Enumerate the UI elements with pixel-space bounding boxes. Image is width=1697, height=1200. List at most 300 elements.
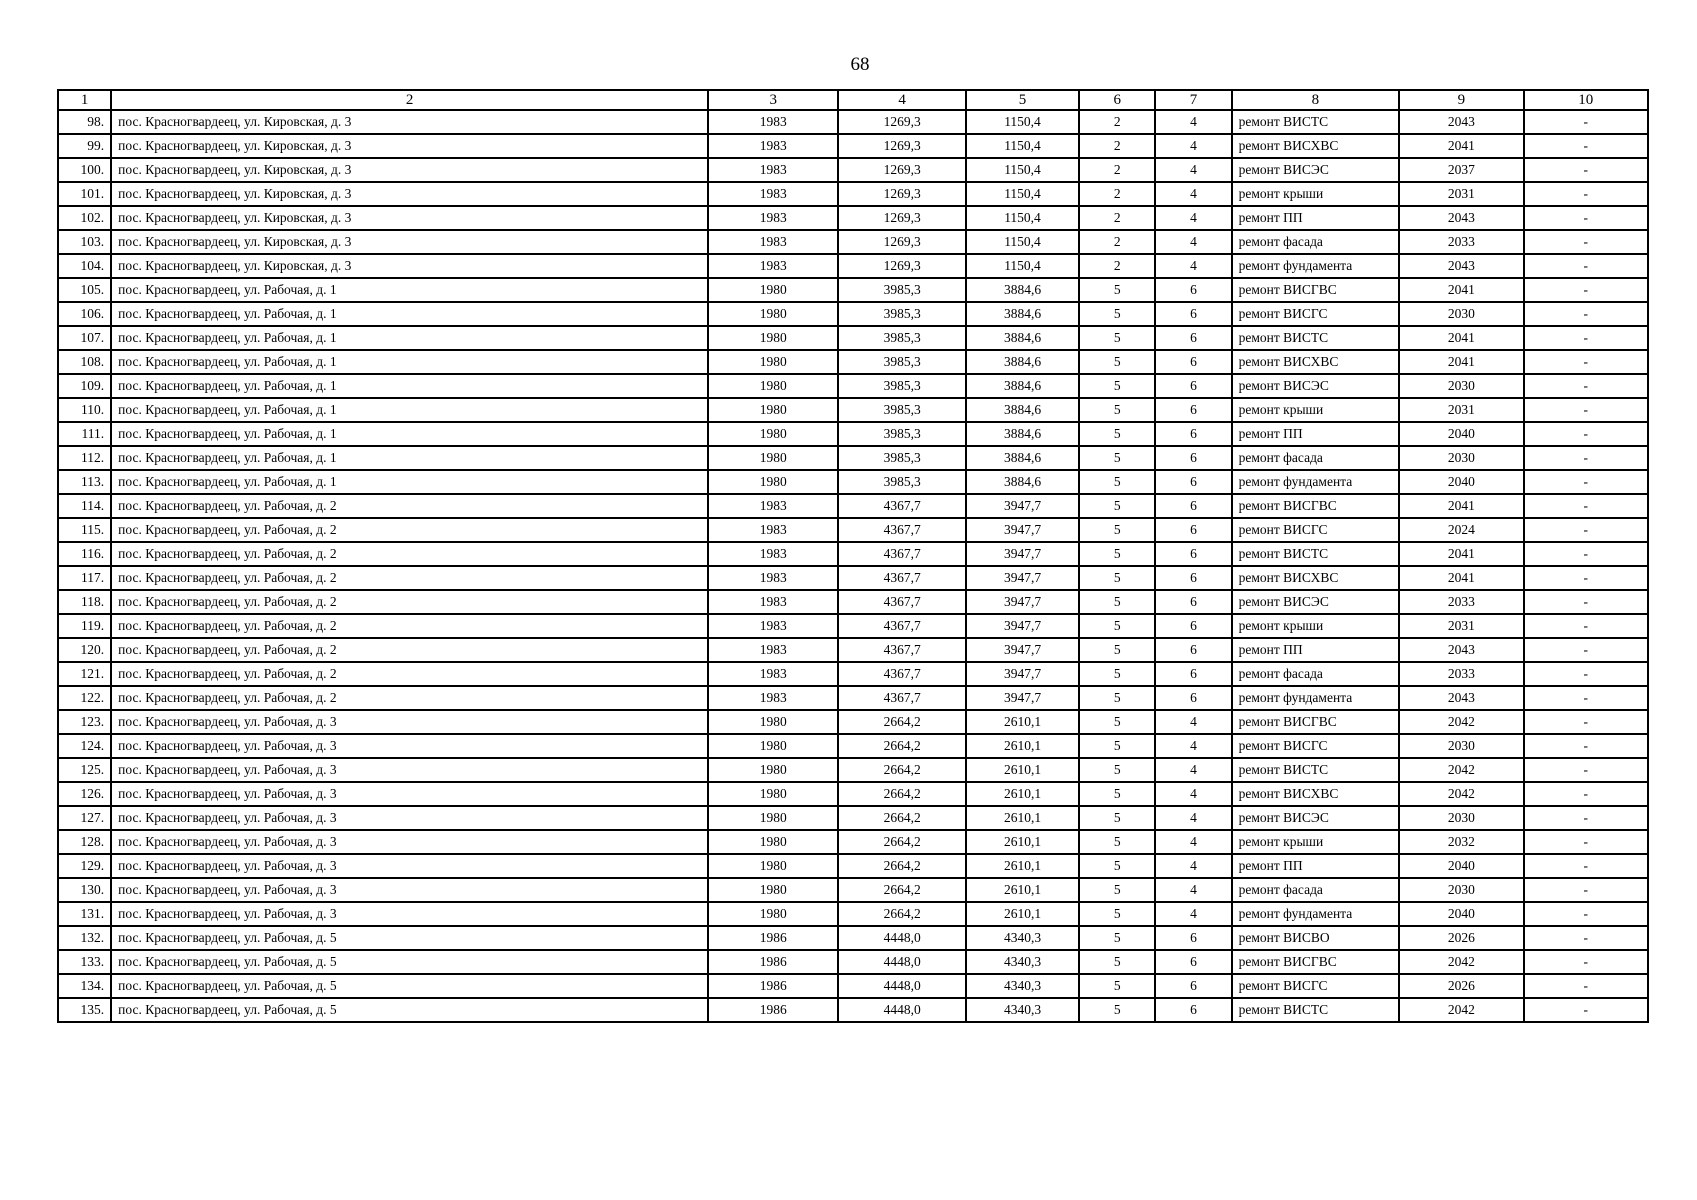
year-built-cell: 1980 [708,422,838,446]
entrances-cell: 6 [1155,278,1231,302]
table-row [58,302,1648,326]
table-row [58,254,1648,278]
note-cell: - [1524,854,1648,878]
floors-cell: 5 [1079,734,1155,758]
work-type-cell: ремонт ПП [1232,422,1400,446]
total-area-cell: 4367,7 [838,542,965,566]
floors-cell: 5 [1079,806,1155,830]
planned-year-cell: 2030 [1399,446,1523,470]
work-type-cell: ремонт ВИСЭС [1232,806,1400,830]
year-built-cell: 1980 [708,854,838,878]
living-area-cell: 3884,6 [966,374,1079,398]
work-type-cell: ремонт крыши [1232,182,1400,206]
note-cell: - [1524,758,1648,782]
living-area-cell: 4340,3 [966,926,1079,950]
row-number-cell: 115. [58,518,111,542]
column-header-3: 3 [708,90,838,110]
planned-year-cell: 2042 [1399,950,1523,974]
work-type-cell: ремонт ВИСГВС [1232,950,1400,974]
row-number-cell: 130. [58,878,111,902]
floors-cell: 5 [1079,326,1155,350]
note-cell: - [1524,110,1648,134]
column-header-10: 10 [1524,90,1648,110]
year-built-cell: 1983 [708,494,838,518]
table-row [58,230,1648,254]
work-type-cell: ремонт ПП [1232,206,1400,230]
floors-cell: 5 [1079,758,1155,782]
address-cell: пос. Красногвардеец, ул. Рабочая, д. 3 [111,758,708,782]
work-type-cell: ремонт ВИСХВС [1232,566,1400,590]
note-cell: - [1524,302,1648,326]
row-number-cell: 108. [58,350,111,374]
address-cell: пос. Красногвардеец, ул. Кировская, д. 3 [111,230,708,254]
column-header-6: 6 [1079,90,1155,110]
row-number-cell: 122. [58,686,111,710]
total-area-cell: 4448,0 [838,950,965,974]
address-cell: пос. Красногвардеец, ул. Рабочая, д. 2 [111,614,708,638]
entrances-cell: 4 [1155,158,1231,182]
total-area-cell: 2664,2 [838,878,965,902]
note-cell: - [1524,398,1648,422]
work-type-cell: ремонт ВИСГС [1232,734,1400,758]
living-area-cell: 2610,1 [966,734,1079,758]
address-cell: пос. Красногвардеец, ул. Рабочая, д. 2 [111,638,708,662]
entrances-cell: 4 [1155,782,1231,806]
table-row [58,158,1648,182]
table-row [58,878,1648,902]
total-area-cell: 2664,2 [838,710,965,734]
total-area-cell: 1269,3 [838,254,965,278]
note-cell: - [1524,374,1648,398]
row-number-cell: 134. [58,974,111,998]
planned-year-cell: 2041 [1399,326,1523,350]
column-header-5: 5 [966,90,1079,110]
note-cell: - [1524,446,1648,470]
note-cell: - [1524,422,1648,446]
work-type-cell: ремонт крыши [1232,398,1400,422]
address-cell: пос. Красногвардеец, ул. Рабочая, д. 1 [111,278,708,302]
entrances-cell: 6 [1155,662,1231,686]
row-number-cell: 119. [58,614,111,638]
work-type-cell: ремонт ВИСТС [1232,758,1400,782]
address-cell: пос. Красногвардеец, ул. Рабочая, д. 5 [111,974,708,998]
living-area-cell: 1150,4 [966,206,1079,230]
address-cell: пос. Красногвардеец, ул. Рабочая, д. 2 [111,518,708,542]
row-number-cell: 114. [58,494,111,518]
table-row [58,926,1648,950]
work-type-cell: ремонт ВИСЭС [1232,590,1400,614]
floors-cell: 5 [1079,614,1155,638]
floors-cell: 5 [1079,854,1155,878]
planned-year-cell: 2041 [1399,350,1523,374]
year-built-cell: 1980 [708,902,838,926]
planned-year-cell: 2024 [1399,518,1523,542]
column-header-7: 7 [1155,90,1231,110]
work-type-cell: ремонт фундамента [1232,470,1400,494]
planned-year-cell: 2026 [1399,974,1523,998]
planned-year-cell: 2041 [1399,278,1523,302]
address-cell: пос. Красногвардеец, ул. Кировская, д. 3 [111,158,708,182]
address-cell: пос. Красногвардеец, ул. Рабочая, д. 2 [111,662,708,686]
floors-cell: 5 [1079,566,1155,590]
entrances-cell: 4 [1155,854,1231,878]
entrances-cell: 4 [1155,734,1231,758]
living-area-cell: 3947,7 [966,542,1079,566]
work-type-cell: ремонт крыши [1232,614,1400,638]
entrances-cell: 6 [1155,518,1231,542]
row-number-cell: 99. [58,134,111,158]
planned-year-cell: 2041 [1399,566,1523,590]
note-cell: - [1524,326,1648,350]
row-number-cell: 131. [58,902,111,926]
work-type-cell: ремонт ВИСГС [1232,302,1400,326]
address-cell: пос. Красногвардеец, ул. Рабочая, д. 3 [111,806,708,830]
floors-cell: 2 [1079,110,1155,134]
address-cell: пос. Красногвардеец, ул. Рабочая, д. 1 [111,398,708,422]
address-cell: пос. Красногвардеец, ул. Рабочая, д. 1 [111,470,708,494]
table-row [58,974,1648,998]
floors-cell: 5 [1079,374,1155,398]
planned-year-cell: 2042 [1399,710,1523,734]
year-built-cell: 1983 [708,542,838,566]
work-type-cell: ремонт ВИСГС [1232,518,1400,542]
living-area-cell: 3947,7 [966,518,1079,542]
living-area-cell: 2610,1 [966,830,1079,854]
total-area-cell: 3985,3 [838,326,965,350]
note-cell: - [1524,566,1648,590]
year-built-cell: 1980 [708,374,838,398]
column-header-4: 4 [838,90,965,110]
address-cell: пос. Красногвардеец, ул. Рабочая, д. 1 [111,326,708,350]
note-cell: - [1524,614,1648,638]
work-type-cell: ремонт ВИСТС [1232,542,1400,566]
total-area-cell: 3985,3 [838,278,965,302]
note-cell: - [1524,830,1648,854]
total-area-cell: 3985,3 [838,302,965,326]
total-area-cell: 4448,0 [838,926,965,950]
year-built-cell: 1983 [708,638,838,662]
note-cell: - [1524,926,1648,950]
living-area-cell: 3947,7 [966,614,1079,638]
planned-year-cell: 2030 [1399,878,1523,902]
living-area-cell: 1150,4 [966,230,1079,254]
year-built-cell: 1980 [708,350,838,374]
total-area-cell: 4448,0 [838,974,965,998]
total-area-cell: 4367,7 [838,494,965,518]
year-built-cell: 1980 [708,470,838,494]
living-area-cell: 4340,3 [966,998,1079,1022]
row-number-cell: 113. [58,470,111,494]
note-cell: - [1524,542,1648,566]
year-built-cell: 1980 [708,446,838,470]
planned-year-cell: 2041 [1399,134,1523,158]
table-row [58,590,1648,614]
table-row [58,830,1648,854]
table-row [58,998,1648,1022]
year-built-cell: 1980 [708,806,838,830]
floors-cell: 5 [1079,662,1155,686]
total-area-cell: 3985,3 [838,374,965,398]
planned-year-cell: 2043 [1399,638,1523,662]
planned-year-cell: 2026 [1399,926,1523,950]
row-number-cell: 135. [58,998,111,1022]
table-row [58,638,1648,662]
living-area-cell: 3884,6 [966,470,1079,494]
entrances-cell: 6 [1155,302,1231,326]
work-type-cell: ремонт фасада [1232,878,1400,902]
total-area-cell: 4367,7 [838,566,965,590]
row-number-cell: 104. [58,254,111,278]
living-area-cell: 3947,7 [966,494,1079,518]
work-type-cell: ремонт ПП [1232,638,1400,662]
entrances-cell: 4 [1155,254,1231,278]
address-cell: пос. Красногвардеец, ул. Рабочая, д. 3 [111,854,708,878]
floors-cell: 5 [1079,830,1155,854]
address-cell: пос. Красногвардеец, ул. Кировская, д. 3 [111,182,708,206]
address-cell: пос. Красногвардеец, ул. Рабочая, д. 3 [111,830,708,854]
year-built-cell: 1980 [708,302,838,326]
work-type-cell: ремонт ВИСЭС [1232,374,1400,398]
floors-cell: 5 [1079,278,1155,302]
address-cell: пос. Красногвардеец, ул. Рабочая, д. 2 [111,590,708,614]
table-row [58,710,1648,734]
total-area-cell: 1269,3 [838,134,965,158]
planned-year-cell: 2031 [1399,614,1523,638]
total-area-cell: 4367,7 [838,662,965,686]
floors-cell: 2 [1079,254,1155,278]
work-type-cell: ремонт ПП [1232,854,1400,878]
planned-year-cell: 2031 [1399,182,1523,206]
column-header-9: 9 [1399,90,1523,110]
year-built-cell: 1980 [708,326,838,350]
row-number-cell: 132. [58,926,111,950]
entrances-cell: 4 [1155,134,1231,158]
note-cell: - [1524,590,1648,614]
row-number-cell: 118. [58,590,111,614]
living-area-cell: 2610,1 [966,782,1079,806]
entrances-cell: 6 [1155,686,1231,710]
work-type-cell: ремонт ВИСВО [1232,926,1400,950]
total-area-cell: 4367,7 [838,518,965,542]
column-header-2: 2 [111,90,708,110]
note-cell: - [1524,662,1648,686]
total-area-cell: 4367,7 [838,614,965,638]
living-area-cell: 3884,6 [966,446,1079,470]
entrances-cell: 4 [1155,230,1231,254]
work-type-cell: ремонт фасада [1232,446,1400,470]
work-type-cell: ремонт ВИСГС [1232,974,1400,998]
year-built-cell: 1980 [708,830,838,854]
address-cell: пос. Красногвардеец, ул. Рабочая, д. 1 [111,302,708,326]
floors-cell: 5 [1079,542,1155,566]
table-row [58,182,1648,206]
note-cell: - [1524,782,1648,806]
table-row [58,806,1648,830]
entrances-cell: 4 [1155,878,1231,902]
total-area-cell: 1269,3 [838,230,965,254]
planned-year-cell: 2043 [1399,254,1523,278]
row-number-cell: 125. [58,758,111,782]
total-area-cell: 1269,3 [838,110,965,134]
row-number-cell: 103. [58,230,111,254]
row-number-cell: 116. [58,542,111,566]
year-built-cell: 1986 [708,950,838,974]
address-cell: пос. Красногвардеец, ул. Рабочая, д. 3 [111,710,708,734]
work-type-cell: ремонт ВИСТС [1232,326,1400,350]
note-cell: - [1524,278,1648,302]
row-number-cell: 129. [58,854,111,878]
address-cell: пос. Красногвардеец, ул. Рабочая, д. 1 [111,446,708,470]
entrances-cell: 6 [1155,422,1231,446]
note-cell: - [1524,974,1648,998]
year-built-cell: 1983 [708,686,838,710]
total-area-cell: 1269,3 [838,206,965,230]
note-cell: - [1524,518,1648,542]
floors-cell: 5 [1079,470,1155,494]
year-built-cell: 1980 [708,710,838,734]
living-area-cell: 3884,6 [966,278,1079,302]
planned-year-cell: 2042 [1399,782,1523,806]
living-area-cell: 4340,3 [966,950,1079,974]
note-cell: - [1524,710,1648,734]
row-number-cell: 98. [58,110,111,134]
address-cell: пос. Красногвардеец, ул. Рабочая, д. 5 [111,950,708,974]
floors-cell: 5 [1079,398,1155,422]
planned-year-cell: 2030 [1399,302,1523,326]
table-row [58,542,1648,566]
living-area-cell: 2610,1 [966,806,1079,830]
entrances-cell: 4 [1155,110,1231,134]
address-cell: пос. Красногвардеец, ул. Рабочая, д. 1 [111,350,708,374]
entrances-cell: 4 [1155,710,1231,734]
year-built-cell: 1983 [708,590,838,614]
work-type-cell: ремонт фундамента [1232,902,1400,926]
work-type-cell: ремонт фундамента [1232,686,1400,710]
planned-year-cell: 2033 [1399,230,1523,254]
table-row [58,950,1648,974]
living-area-cell: 3947,7 [966,686,1079,710]
total-area-cell: 4367,7 [838,638,965,662]
address-cell: пос. Красногвардеец, ул. Рабочая, д. 3 [111,902,708,926]
total-area-cell: 2664,2 [838,734,965,758]
table-row [58,206,1648,230]
address-cell: пос. Красногвардеец, ул. Рабочая, д. 3 [111,782,708,806]
living-area-cell: 2610,1 [966,902,1079,926]
note-cell: - [1524,734,1648,758]
table-row [58,398,1648,422]
total-area-cell: 2664,2 [838,830,965,854]
table-row [58,110,1648,134]
total-area-cell: 2664,2 [838,854,965,878]
note-cell: - [1524,806,1648,830]
table-row [58,494,1648,518]
year-built-cell: 1983 [708,662,838,686]
living-area-cell: 2610,1 [966,710,1079,734]
entrances-cell: 4 [1155,902,1231,926]
total-area-cell: 2664,2 [838,782,965,806]
work-type-cell: ремонт ВИСТС [1232,998,1400,1022]
row-number-cell: 117. [58,566,111,590]
table-row [58,374,1648,398]
year-built-cell: 1983 [708,614,838,638]
table-row [58,758,1648,782]
note-cell: - [1524,134,1648,158]
total-area-cell: 2664,2 [838,806,965,830]
living-area-cell: 3884,6 [966,398,1079,422]
row-number-cell: 107. [58,326,111,350]
table-row [58,854,1648,878]
planned-year-cell: 2031 [1399,398,1523,422]
planned-year-cell: 2041 [1399,542,1523,566]
planned-year-cell: 2040 [1399,854,1523,878]
note-cell: - [1524,350,1648,374]
table-row [58,350,1648,374]
year-built-cell: 1980 [708,278,838,302]
note-cell: - [1524,950,1648,974]
address-cell: пос. Красногвардеец, ул. Кировская, д. 3 [111,254,708,278]
year-built-cell: 1983 [708,134,838,158]
row-number-cell: 120. [58,638,111,662]
floors-cell: 5 [1079,422,1155,446]
entrances-cell: 4 [1155,182,1231,206]
entrances-cell: 6 [1155,542,1231,566]
floors-cell: 5 [1079,974,1155,998]
table-row [58,566,1648,590]
entrances-cell: 6 [1155,998,1231,1022]
living-area-cell: 3947,7 [966,590,1079,614]
note-cell: - [1524,254,1648,278]
row-number-cell: 128. [58,830,111,854]
year-built-cell: 1983 [708,254,838,278]
row-number-cell: 110. [58,398,111,422]
living-area-cell: 3947,7 [966,638,1079,662]
work-type-cell: ремонт крыши [1232,830,1400,854]
planned-year-cell: 2032 [1399,830,1523,854]
work-type-cell: ремонт фасада [1232,230,1400,254]
year-built-cell: 1980 [708,782,838,806]
address-cell: пос. Красногвардеец, ул. Рабочая, д. 2 [111,686,708,710]
entrances-cell: 6 [1155,590,1231,614]
floors-cell: 5 [1079,998,1155,1022]
table-row [58,614,1648,638]
total-area-cell: 3985,3 [838,446,965,470]
year-built-cell: 1980 [708,734,838,758]
row-number-cell: 112. [58,446,111,470]
entrances-cell: 6 [1155,950,1231,974]
living-area-cell: 3884,6 [966,350,1079,374]
note-cell: - [1524,182,1648,206]
row-number-cell: 123. [58,710,111,734]
table-row [58,686,1648,710]
year-built-cell: 1983 [708,110,838,134]
table-row [58,518,1648,542]
table-row [58,422,1648,446]
row-number-cell: 109. [58,374,111,398]
total-area-cell: 4367,7 [838,686,965,710]
address-cell: пос. Красногвардеец, ул. Кировская, д. 3 [111,206,708,230]
table-header [58,90,1648,110]
note-cell: - [1524,878,1648,902]
row-number-cell: 127. [58,806,111,830]
entrances-cell: 6 [1155,398,1231,422]
entrances-cell: 6 [1155,638,1231,662]
row-number-cell: 133. [58,950,111,974]
entrances-cell: 6 [1155,374,1231,398]
address-cell: пос. Красногвардеец, ул. Рабочая, д. 2 [111,542,708,566]
row-number-cell: 101. [58,182,111,206]
year-built-cell: 1986 [708,926,838,950]
row-number-cell: 100. [58,158,111,182]
